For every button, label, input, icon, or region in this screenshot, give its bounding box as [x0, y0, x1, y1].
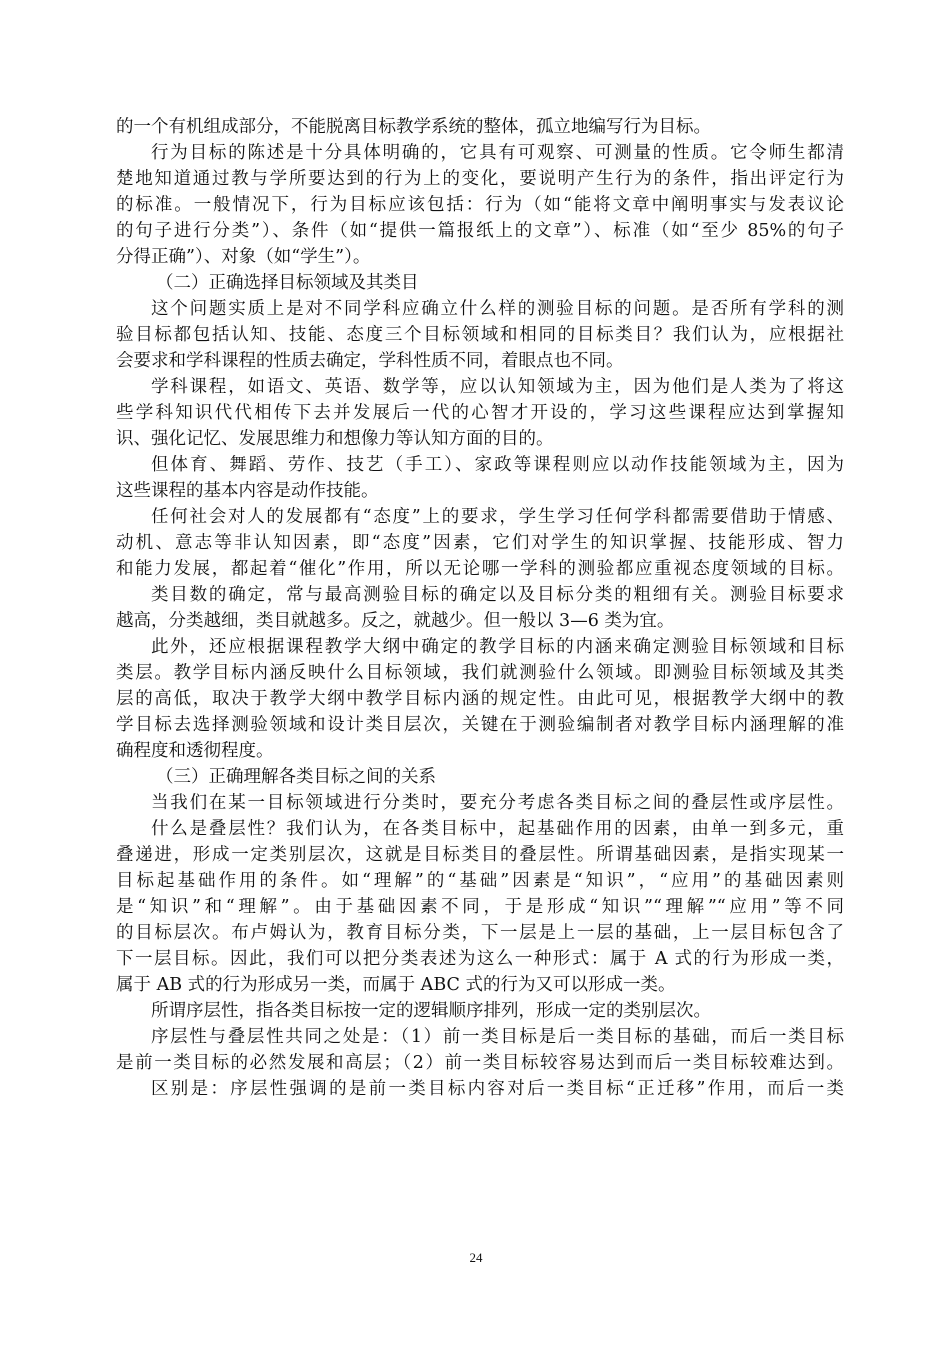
text-line: 但体育、舞蹈、劳作、技艺（手工）、家政等课程则应以动作技能领域为主，因为 [151, 455, 844, 475]
text-line: 些学科知识代代相传下去并发展后一代的心智才开设的，学习这些课程应达到掌握知 [116, 403, 844, 423]
text-line: 学目标去选择测验领域和设计类目层次，关键在于测验编制者对教学目标内涵理解的准 [116, 715, 844, 735]
page-number: 24 [469, 1250, 483, 1265]
text-line: 这个问题实质上是对不同学科应确立什么样的测验目标的问题。是否所有学科的测 [151, 299, 844, 319]
text-line: 确程度和透彻程度。 [116, 741, 274, 761]
section-heading: （三）正确理解各类目标之间的关系 [156, 767, 436, 787]
text-line: 类目数的确定，常与最高测验目标的确定以及目标分类的粗细有关。测验目标要求 [151, 585, 844, 605]
section-heading: （二）正确选择目标领域及其类目 [156, 273, 419, 293]
text-line: 此外，还应根据课程教学大纲中确定的教学目标的内涵来确定测验目标领域和目标 [151, 637, 844, 657]
body-text [116, 114, 844, 1102]
text-line: 什么是叠层性？我们认为，在各类目标中，起基础作用的因素，由单一到多元，重 [151, 819, 844, 839]
text-line: 行为目标的陈述是十分具体明确的，它具有可观察、可测量的性质。它令师生都清 [151, 143, 844, 163]
text-line: 任何社会对人的发展都有“态度”上的要求，学生学习任何学科都需要借助于情感、 [151, 507, 844, 527]
text-line: 验目标都包括认知、技能、态度三个目标领域和相同的目标类目？我们认为，应根据社 [116, 325, 844, 345]
text-line: 这些课程的基本内容是动作技能。 [116, 481, 379, 501]
text-line: 是“知识”和“理解”。由于基础因素不同，于是形成“知识”“理解”“应用”等不同 [116, 897, 844, 917]
text-line: 分得正确”）、对象（如“学生”）。 [116, 247, 371, 267]
text-line: 属于 AB 式的行为形成另一类，而属于 ABC 式的行为又可以形成一类。 [116, 975, 676, 995]
text-line: 越高，分类越细，类目就越多。反之，就越少。但一般以 3—6 类为宜。 [116, 611, 675, 631]
text-line: 类层。教学目标内涵反映什么目标领域，我们就测验什么领域。即测验目标领域及其类 [116, 663, 844, 683]
text-line: 目标起基础作用的条件。如“理解”的“基础”因素是“知识”，“应用”的基础因素则 [116, 871, 844, 891]
text-line: 区别是：序层性强调的是前一类目标内容对后一类目标“正迁移”作用，而后一类 [151, 1079, 844, 1099]
text-line: 楚地知道通过教与学所要达到的行为上的变化，要说明产生行为的条件，指出评定行为 [116, 169, 844, 189]
text-line: 层的高低，取决于教学大纲中教学目标内涵的规定性。由此可见，根据教学大纲中的教 [116, 689, 844, 709]
text-line: 动机、意志等非认知因素，即“态度”因素，它们对学生的知识掌握、技能形成、智力 [116, 533, 844, 553]
text-line: 的一个有机组成部分，不能脱离目标教学系统的整体，孤立地编写行为目标。 [116, 117, 711, 137]
text-line: 是前一类目标的必然发展和高层；（2）前一类目标较容易达到而后一类目标较难达到。 [116, 1053, 844, 1073]
text-line: 叠递进，形成一定类别层次，这就是目标类目的叠层性。所谓基础因素，是指实现某一 [116, 845, 844, 865]
text-line: 的标准。一般情况下，行为目标应该包括：行为（如“能将文章中阐明事实与发表议论 [116, 195, 844, 215]
text-line: 的目标层次。布卢姆认为，教育目标分类，下一层是上一层的基础，上一层目标包含了 [116, 923, 844, 943]
text-line: 当我们在某一目标领域进行分类时，要充分考虑各类目标之间的叠层性或序层性。 [151, 793, 844, 813]
text-line: 的句子进行分类”）、条件（如“提供一篇报纸上的文章”）、标准（如“至少 85%的句子 [116, 221, 844, 241]
text-line: 学科课程，如语文、英语、数学等，应以认知领域为主，因为他们是人类为了将这 [151, 377, 844, 397]
text-line: 会要求和学科课程的性质去确定，学科性质不同，着眼点也不同。 [116, 351, 624, 371]
text-line: 和能力发展，都起着“催化”作用，所以无论哪一学科的测验都应重视态度领域的目标。 [116, 559, 844, 579]
text-line: 下一层目标。因此，我们可以把分类表述为这么一种形式：属于 A 式的行为形成一类， [116, 949, 844, 969]
text-line: 识、强化记忆、发展思维力和想像力等认知方面的目的。 [116, 429, 554, 449]
text-line: 所谓序层性，指各类目标按一定的逻辑顺序排列，形成一定的类别层次。 [151, 1001, 711, 1021]
text-line: 序层性与叠层性共同之处是：（1）前一类目标是后一类目标的基础，而后一类目标 [151, 1027, 844, 1047]
